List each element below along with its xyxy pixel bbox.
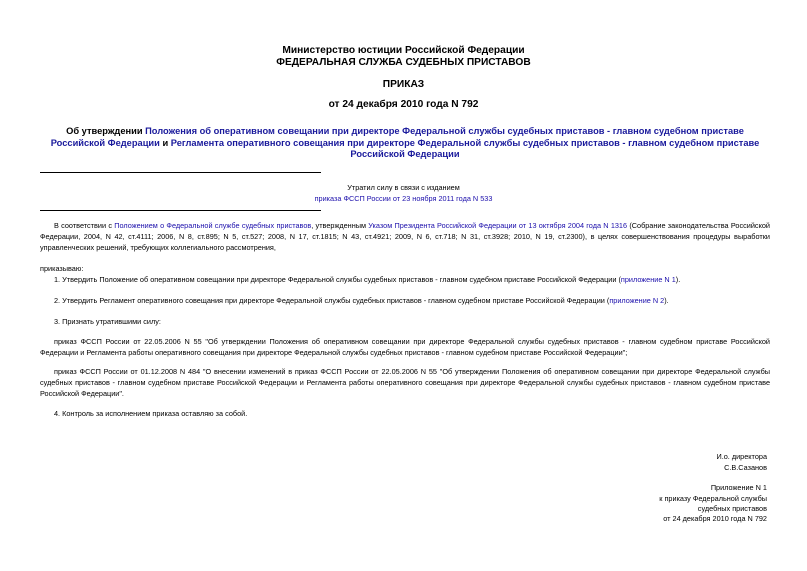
item-4-text: 4. Контроль за исполнением приказа оставляю за собой. xyxy=(54,409,248,418)
order-word: приказываю: xyxy=(40,264,84,273)
signature-name: С.В.Сазанов xyxy=(724,463,767,472)
repeal-notice: Утратил силу в связи с изданием xyxy=(347,183,460,192)
divider-top xyxy=(40,172,321,173)
preamble-text-3: (Собрание законодательства Российской Федерации, 2004, N 42, ст.4111; 2006, N 8, ст.895; N 5, ст.527; 2008, N 17, ст.1815; N 43, ст.4921; 2009, N 6, ст.718; N 31, ст.3928; 2010, N 19, ст.2300), в целях совершенствования процедуры выработки управленческих решений, требующих коллегиального рассмотрения, xyxy=(40,221,770,252)
item-4 xyxy=(40,409,770,420)
item-3-text: 3. Признать утратившими силу: xyxy=(54,317,161,326)
appendix-line-3: судебных приставов xyxy=(697,504,767,513)
item-1-end: ). xyxy=(675,275,681,284)
repealed-order-1-text: приказ ФССП России от 22.05.2006 N 55 "Об утверждении Положения об оперативном совещании при директоре Федеральной службы судебных приставов - главном судебном приставе Российской Федерации и Регламента работы оперативного совещания при директоре Федеральной службы судебных приставов - главном судебном приставе Российской Федерации"; xyxy=(40,337,770,357)
repealed-order-2 xyxy=(40,367,770,399)
item-1-link[interactable]: приложение N 1 xyxy=(620,275,676,284)
document-title xyxy=(40,126,770,161)
preamble-text-1: В соответствии с xyxy=(54,221,115,230)
title-prefix: Об утверждении xyxy=(66,126,146,136)
appendix-line-2: к приказу Федеральной службы xyxy=(659,494,767,503)
preamble-link-fssp-regulation[interactable]: Положением о Федеральной службе судебных приставов xyxy=(114,221,312,230)
item-2-end: ). xyxy=(664,296,669,305)
doc-type: ПРИКАЗ xyxy=(382,79,425,90)
title-link-polozhenie[interactable]: Положения об оперативном совещании при директоре Федеральной службы судебных приставов - главном судебном приставе Российской Федерации xyxy=(50,126,744,148)
divider-bottom xyxy=(40,210,321,211)
ministry-name: Министерство юстиции Российской Федерации xyxy=(282,45,525,56)
item-1 xyxy=(40,275,770,286)
doc-date-number: от 24 декабря 2010 года N 792 xyxy=(328,99,479,110)
signature-role: И.о. директора xyxy=(716,452,767,461)
repeal-notice-link[interactable]: приказа ФССП России от 23 ноября 2011 года N 533 xyxy=(314,194,493,203)
service-name: ФЕДЕРАЛЬНАЯ СЛУЖБА СУДЕБНЫХ ПРИСТАВОВ xyxy=(276,57,531,68)
preamble-text-2: , утвержденным xyxy=(311,221,369,230)
repealed-order-1 xyxy=(40,337,770,359)
preamble xyxy=(40,221,770,253)
title-link-reglament[interactable]: Регламента оперативного совещания при директоре Федеральной службы судебных приставов - главном судебном приставе Российской Федерации xyxy=(170,137,760,160)
item-2-text: 2. Утвердить Регламент оперативного совещания при директоре Федеральной службы судебных приставов - главном судебном приставе Российской Федерации ( xyxy=(54,296,610,305)
appendix-line-4: от 24 декабря 2010 года N 792 xyxy=(663,514,767,523)
item-3 xyxy=(40,317,770,328)
repealed-order-2-text: приказ ФССП России от 01.12.2008 N 484 "О внесении изменений в приказ ФССП России от 22.05.2006 N 55 "Об утверждении Положения об оперативном совещании при директоре Федеральной службы судебных приставов - главном судебном приставе Российской Федерации и Регламента работы оперативного совещания при директоре Федеральной службы судебных приставов - главном судебном приставе Российской Федерации". xyxy=(40,367,770,398)
appendix-label: Приложение N 1 xyxy=(710,483,767,492)
preamble-link-presidential-decree[interactable]: Указом Президента Российской Федерации от 13 октября 2004 года N 1316 xyxy=(368,221,628,230)
item-2 xyxy=(40,296,770,307)
item-2-link[interactable]: приложение N 2 xyxy=(609,296,665,305)
item-1-text: 1. Утвердить Положение об оперативном совещании при директоре Федеральной службы судебных приставов - главном судебном приставе Российской Федерации ( xyxy=(54,275,621,284)
title-conj: и xyxy=(159,137,171,148)
